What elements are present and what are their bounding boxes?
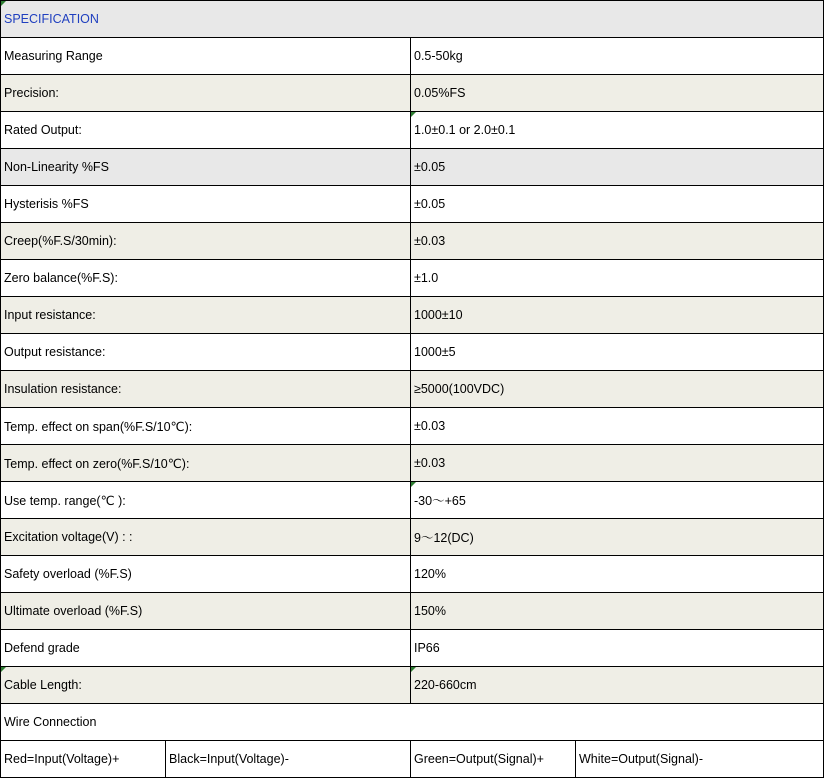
table-row	[1, 223, 824, 260]
wire-black: Black=Input(Voltage)-	[166, 741, 411, 778]
row-value: 9～12(DC)	[411, 519, 824, 556]
row-label: Excitation voltage(V) : :	[1, 519, 411, 556]
row-label: Use temp. range(℃ ):	[1, 482, 411, 519]
row-label: Cable Length:	[1, 667, 411, 704]
table-row	[1, 112, 824, 149]
row-value: -30～+65	[411, 482, 824, 519]
wire-green: Green=Output(Signal)+	[411, 741, 576, 778]
row-label: Hysterisis %FS	[1, 186, 411, 223]
table-row	[1, 408, 824, 445]
row-value: 220-660cm	[411, 667, 824, 704]
row-value: ±1.0	[411, 260, 824, 297]
wire-connection-row	[1, 704, 824, 741]
table-row	[1, 630, 824, 667]
row-label: Measuring Range	[1, 38, 411, 75]
row-label: Temp. effect on span(%F.S/10℃):	[1, 408, 411, 445]
wire-connection-title: Wire Connection	[1, 704, 824, 741]
row-label: Ultimate overload (%F.S)	[1, 593, 411, 630]
row-value: 120%	[411, 556, 824, 593]
row-value: ±0.03	[411, 408, 824, 445]
table-row	[1, 334, 824, 371]
wire-white: White=Output(Signal)-	[576, 741, 824, 778]
table-row	[1, 482, 824, 519]
wire-colors-row	[1, 741, 824, 778]
table-row	[1, 75, 824, 112]
row-value: ±0.05	[411, 149, 824, 186]
row-value: ±0.05	[411, 186, 824, 223]
row-label: Precision:	[1, 75, 411, 112]
table-row	[1, 593, 824, 630]
spec-header-row	[1, 1, 824, 38]
table-row	[1, 445, 824, 482]
row-label: Insulation resistance:	[1, 371, 411, 408]
row-label: Temp. effect on zero(%F.S/10℃):	[1, 445, 411, 482]
row-value: 150%	[411, 593, 824, 630]
row-label: Safety overload (%F.S)	[1, 556, 411, 593]
row-value: ±0.03	[411, 223, 824, 260]
row-label: Creep(%F.S/30min):	[1, 223, 411, 260]
row-value: ±0.03	[411, 445, 824, 482]
row-value: 1000±5	[411, 334, 824, 371]
row-label: Non-Linearity %FS	[1, 149, 411, 186]
table-row	[1, 297, 824, 334]
row-value: 0.5-50kg	[411, 38, 824, 75]
table-row	[1, 371, 824, 408]
table-row	[1, 667, 824, 704]
table-row	[1, 260, 824, 297]
row-label: Defend grade	[1, 630, 411, 667]
table-row	[1, 149, 824, 186]
spec-header-title: SPECIFICATION	[1, 1, 824, 38]
row-value: IP66	[411, 630, 824, 667]
row-label: Rated Output:	[1, 112, 411, 149]
row-value: 1000±10	[411, 297, 824, 334]
row-label: Zero balance(%F.S):	[1, 260, 411, 297]
row-label: Output resistance:	[1, 334, 411, 371]
table-row	[1, 186, 824, 223]
row-value: 0.05%FS	[411, 75, 824, 112]
table-row	[1, 556, 824, 593]
row-value: 1.0±0.1 or 2.0±0.1	[411, 112, 824, 149]
row-value: ≥5000(100VDC)	[411, 371, 824, 408]
wire-red: Red=Input(Voltage)+	[1, 741, 166, 778]
table-row	[1, 519, 824, 556]
row-label: Input resistance:	[1, 297, 411, 334]
table-row	[1, 38, 824, 75]
